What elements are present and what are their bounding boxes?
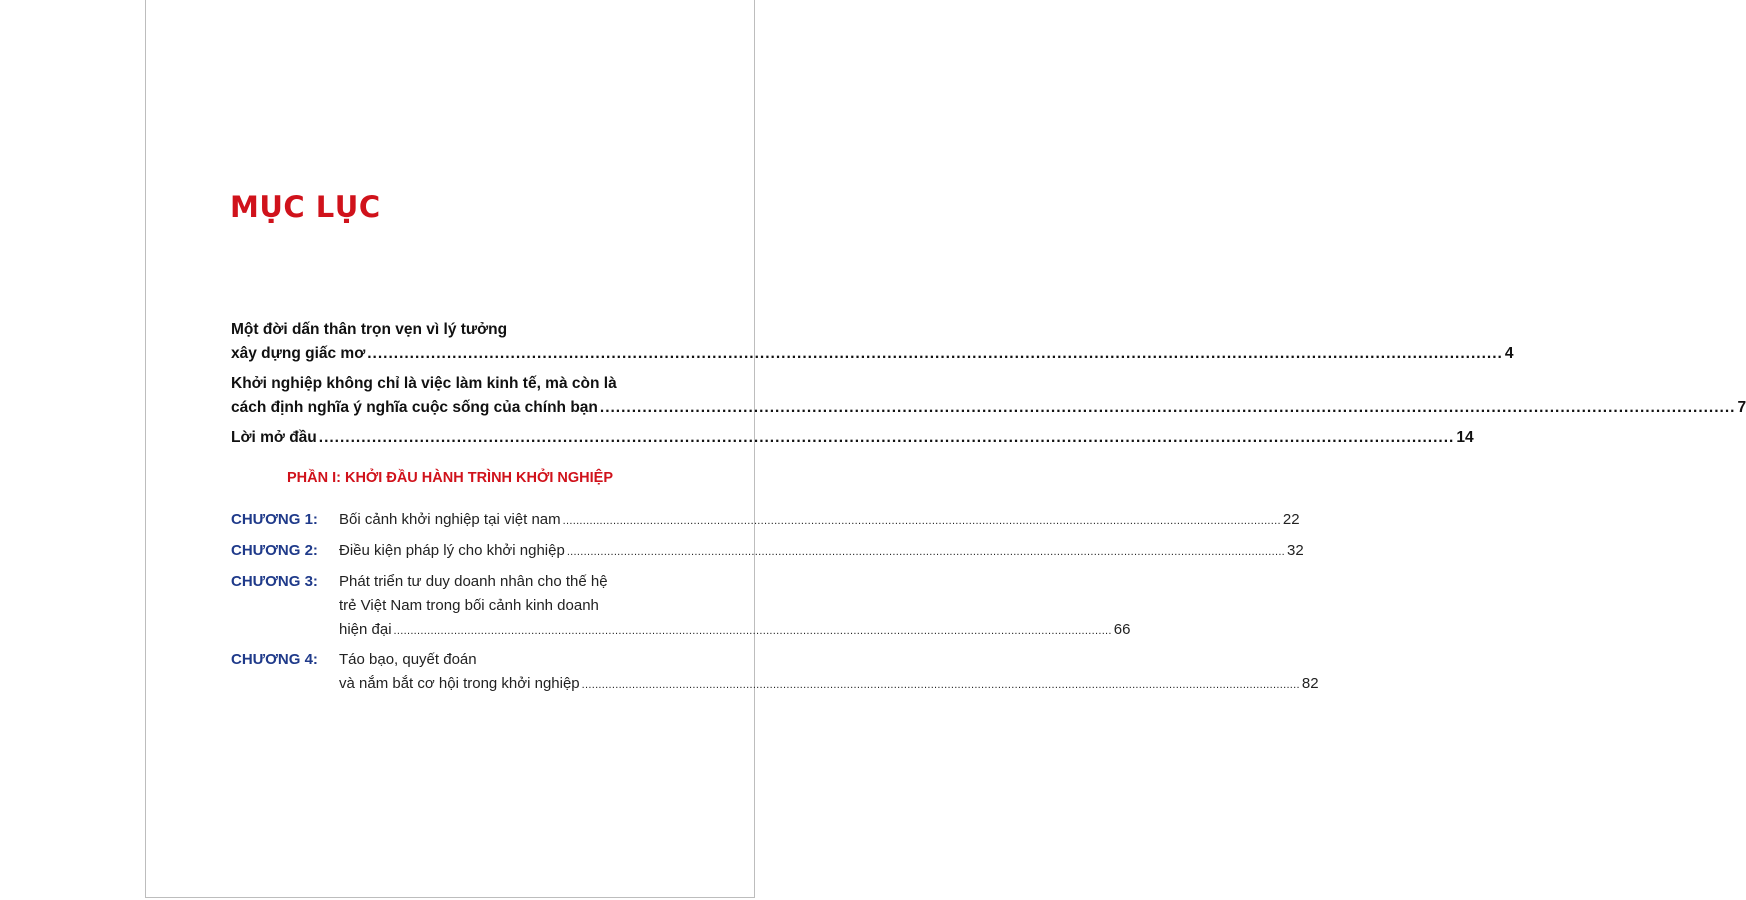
chapter-label: CHƯƠNG 2: <box>231 542 318 559</box>
dot-leader <box>394 619 1112 643</box>
page-number: 4 <box>1504 345 1514 362</box>
toc-entry-text: Lời mở đầu <box>231 429 317 446</box>
page-number: 32 <box>1287 542 1304 559</box>
chapter-label: CHƯƠNG 3: <box>231 573 318 590</box>
toc-title: MỤC LỤC <box>230 190 381 224</box>
dot-leader <box>319 426 1455 450</box>
dot-leader <box>582 673 1300 697</box>
toc-entry-preface[interactable] <box>231 372 1746 420</box>
chapter-label: CHƯƠNG 4: <box>231 651 318 668</box>
part-heading: PHẦN I: KHỞI ĐẦU HÀNH TRÌNH KHỞI NGHIỆP <box>286 470 614 486</box>
page-number: 82 <box>1301 675 1319 692</box>
chapter-title: Bối cảnh khởi nghiệp tại việt nam <box>339 511 561 528</box>
toc-chapter-4[interactable] <box>231 648 1319 696</box>
toc-entry-foreword[interactable] <box>231 318 1514 366</box>
toc-entry-text: xây dựng giấc mơ <box>231 345 366 362</box>
page-number: 14 <box>1456 429 1474 446</box>
chapter-title: Phát triển tư duy doanh nhân cho thế hệ <box>339 573 608 590</box>
page-number: 7 <box>1737 399 1746 416</box>
dot-leader <box>563 509 1281 533</box>
page-number: 66 <box>1113 621 1131 638</box>
toc-chapter-2[interactable] <box>231 539 1304 563</box>
page-number: 22 <box>1282 511 1300 528</box>
chapter-title: Điều kiện pháp lý cho khởi nghiệp <box>339 542 565 559</box>
toc-chapter-3[interactable] <box>231 570 1131 642</box>
toc-entry-text: Một đời dấn thân trọn vẹn vì lý tưởng <box>231 321 508 338</box>
dot-leader <box>567 540 1285 564</box>
chapter-label: CHƯƠNG 1: <box>231 511 318 528</box>
chapter-title: trẻ Việt Nam trong bối cảnh kinh doanh <box>339 597 599 614</box>
toc-entry-text: Khởi nghiệp không chỉ là việc làm kinh tế, mà còn là <box>231 375 617 392</box>
dot-leader <box>367 342 1503 366</box>
chapter-title: hiện đại <box>339 621 392 638</box>
dot-leader <box>600 396 1736 420</box>
chapter-title: Táo bạo, quyết đoán <box>339 651 477 668</box>
toc-chapter-1[interactable] <box>231 508 1300 532</box>
toc-entry-text: cách định nghĩa ý nghĩa cuộc sống của chính bạn <box>231 399 598 416</box>
chapter-title: và nắm bắt cơ hội trong khởi nghiệp <box>339 675 580 692</box>
toc-entry-introduction[interactable] <box>231 426 1474 450</box>
